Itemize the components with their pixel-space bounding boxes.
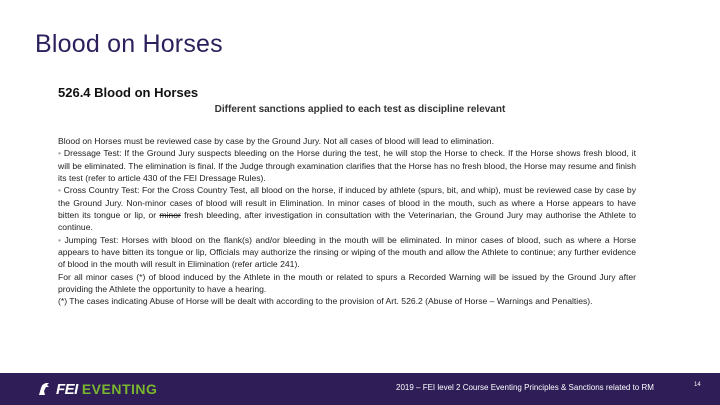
logo-eventing-text: EVENTING	[81, 381, 158, 397]
jumping-text: Jumping Test: Horses with blood on the flank(s) and/or bleeding in the mouth will be eliminated. In minor cases of blood, such as where a Horse appears to have bitten its tongue or lip, Officials may authorize the rinsing or wiping of the mouth and allow the Athlete to continue; any further evidence of blood in the mouth will result in Elimination (refer article 241).	[58, 234, 636, 270]
dressage-text: Dressage Test: If the Ground Jury suspects bleeding on the Horse during the test, he will stop the Horse to check. If the Horse shows fresh blood, it will be eliminated. The elimination is final. If the Judge through examination clarifies that the Horse has no fresh blood, the Horse may resume and finish its test (refer to article 430 of the FEI Dressage Rules).	[58, 148, 637, 184]
logo-fei-text: FEI	[56, 380, 78, 398]
cross-country-text: Cross Country Test: For the Cross Country Test, all blood on the horse, if induced by athlete (spurs, bit, and whip), must be reviewed case by case by the Ground Jury. Non-minor cases of blood will result in Elimination. In minor cases of blood in the mouth, such as where a Horse appears to have bitten its tongue or lip, or	[58, 185, 637, 221]
footer-caption: 2019 – FEI level 2 Course Eventing Principles & Sanctions related to RM	[396, 383, 654, 392]
sanctions-note: Different sanctions applied to each test as discipline relevant	[214, 104, 506, 115]
dressage-paragraph	[58, 147, 636, 184]
footnote-paragraph: (*) The cases indicating Abuse of Horse will be dealt with according to the provision of Art. 526.2 (Abuse of Horse – Warnings and Penalties).	[58, 296, 593, 307]
slide-title: Blood on Horses	[35, 30, 223, 58]
minor-cases-paragraph: For all minor cases (*) of blood induced by the Athlete in the mouth or related to spurs a Recorded Warning will be issued by the Ground Jury after providing the Athlete the opportunity to have a hearing.	[58, 271, 636, 295]
bullet: •	[58, 234, 62, 245]
jumping-paragraph	[58, 234, 636, 271]
fei-horse-head-icon	[36, 381, 52, 397]
footer-bar	[0, 373, 720, 405]
cross-country-text-end: fresh bleeding, after investigation in consultation with the Veterinarian, the Ground Jury may authorise the Athlete to continue.	[58, 210, 637, 233]
bullet: •	[58, 148, 62, 159]
rules-text	[58, 135, 636, 308]
section-heading: 526.4 Blood on Horses	[58, 85, 199, 100]
fei-eventing-logo	[36, 378, 157, 400]
bullet: •	[58, 185, 62, 196]
page-number: 14	[694, 382, 701, 388]
cross-country-paragraph	[58, 184, 636, 233]
struck-word: minor	[159, 210, 181, 221]
intro-paragraph: Blood on Horses must be reviewed case by case by the Ground Jury. Not all cases of blood will lead to elimination.	[58, 136, 494, 146]
